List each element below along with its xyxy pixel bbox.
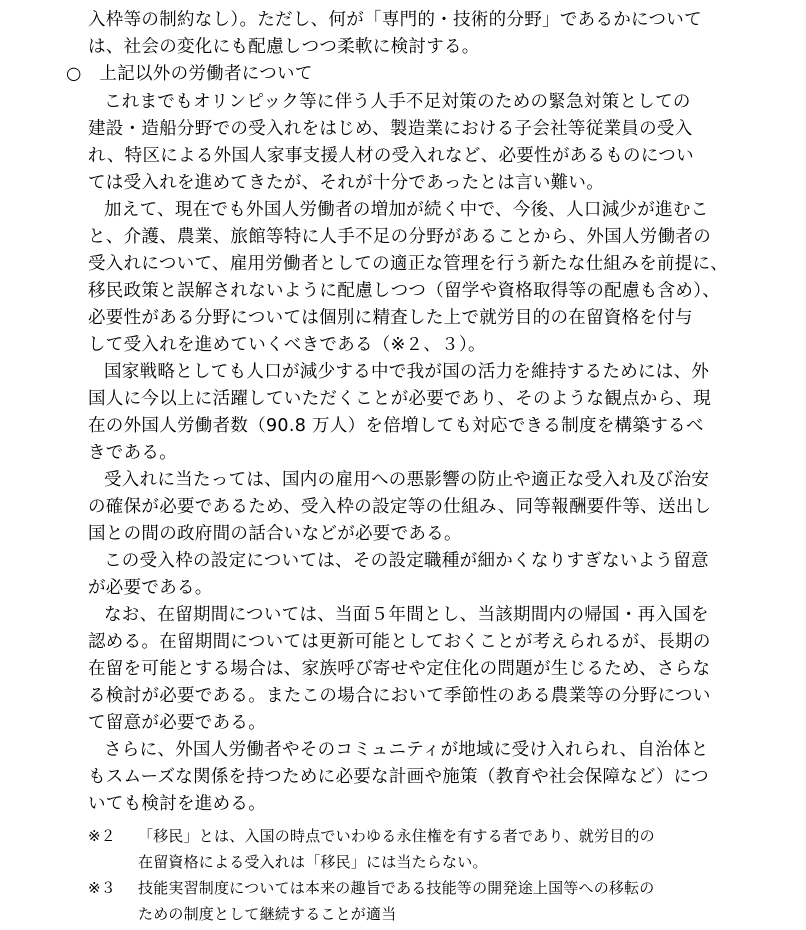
paragraph-first-line: 受入れに当たっては、国内の雇用への悪影響の防止や適正な受入れ及び治安 bbox=[104, 470, 710, 490]
paragraph-first-line: 加えて、現在でも外国人労働者の増加が続く中で、今後、人口減少が進むこ bbox=[104, 200, 709, 220]
body-line: いても検討を進める。 bbox=[88, 794, 266, 814]
footnote-line: 技能実習制度については本来の趣旨である技能等の開発途上国等への移転の bbox=[138, 879, 655, 897]
body-line: て留意が必要である。 bbox=[88, 713, 266, 733]
body-line: が必要である。 bbox=[88, 578, 213, 598]
paragraph-first-line: なお、在留期間については、当面５年間とし、当該期間内の帰国・再入国を bbox=[104, 605, 709, 625]
body-line: 国との間の政府間の話合いなどが必要である。 bbox=[88, 524, 462, 544]
body-line: 国人に今以上に活躍していただくことが必要であり、そのような観点から、現 bbox=[88, 389, 711, 409]
body-line: 移民政策と誤解されないように配慮しつつ（留学や資格取得等の配慮も含め）、 bbox=[88, 281, 721, 301]
body-line: れ、特区による外国人家事支援人材の受入れなど、必要性があるものについ bbox=[88, 146, 694, 166]
body-line: 受入れについて、雇用労働者としての適正な管理を行う新たな仕組みを前提に、 bbox=[88, 254, 729, 274]
body-line: と、介護、農業、旅館等特に人手不足の分野があることから、外国人労働者の bbox=[88, 227, 711, 247]
body-line: もスムーズな関係を持つために必要な計画や施策（教育や社会保障など）につ bbox=[88, 767, 709, 787]
footnote-line: 在留資格による受入れは「移民」には当たらない。 bbox=[138, 853, 488, 871]
body-line: 認める。在留期間については更新可能としておくことが考えられるが、長期の bbox=[88, 632, 711, 652]
body-line: る検討が必要である。またこの場合において季節性のある農業等の分野につい bbox=[88, 686, 711, 706]
footnote-mark: ※２ bbox=[88, 827, 116, 845]
body-line: して受入れを進めていくべきである（※２、３）。 bbox=[88, 335, 486, 355]
body-line: 在の外国人労働者数（90.8 万人）を倍増しても対応できる制度を構築するべ bbox=[88, 416, 704, 436]
body-line: きである。 bbox=[88, 443, 177, 463]
section-heading: ○ 上記以外の労働者について bbox=[66, 64, 313, 84]
body-line: 建設・造船分野での受入れをはじめ、製造業における子会社等従業員の受入 bbox=[88, 119, 693, 139]
body-line: は、社会の変化にも配慮しつつ柔軟に検討する。 bbox=[88, 37, 480, 57]
body-line: の確保が必要であるため、受入枠の設定等の仕組み、同等報酬要件等、送出し bbox=[88, 497, 712, 517]
body-line: 入枠等の制約なし）。ただし、何が「専門的・技術的分野」であるかについて bbox=[88, 10, 702, 30]
paragraph-first-line: さらに、外国人労働者やそのコミュニティが地域に受け入れられ、自治体と bbox=[104, 740, 709, 760]
body-line: 在留を可能とする場合は、家族呼び寄せや定住化の問題が生じるため、さらな bbox=[88, 659, 711, 679]
paragraph-first-line: 国家戦略としても人口が減少する中で我が国の活力を維持するためには、外 bbox=[104, 362, 710, 382]
footnote-line: 「移民」とは、入国の時点でいわゆる永住権を有する者であり、就労目的の bbox=[138, 827, 655, 845]
paragraph-first-line: この受入枠の設定については、その設定職種が細かくなりすぎないよう留意 bbox=[104, 551, 709, 571]
footnote-line: ための制度として継続することが適当 bbox=[138, 905, 397, 923]
body-line: ては受入れを進めてきたが、それが十分であったとは言い難い。 bbox=[88, 173, 605, 193]
footnote-mark: ※３ bbox=[88, 879, 116, 897]
paragraph-first-line: これまでもオリンピック等に伴う人手不足対策のための緊急対策としての bbox=[104, 92, 691, 112]
body-line: 必要性がある分野については個別に精査した上で就労目的の在留資格を付与 bbox=[88, 308, 693, 328]
